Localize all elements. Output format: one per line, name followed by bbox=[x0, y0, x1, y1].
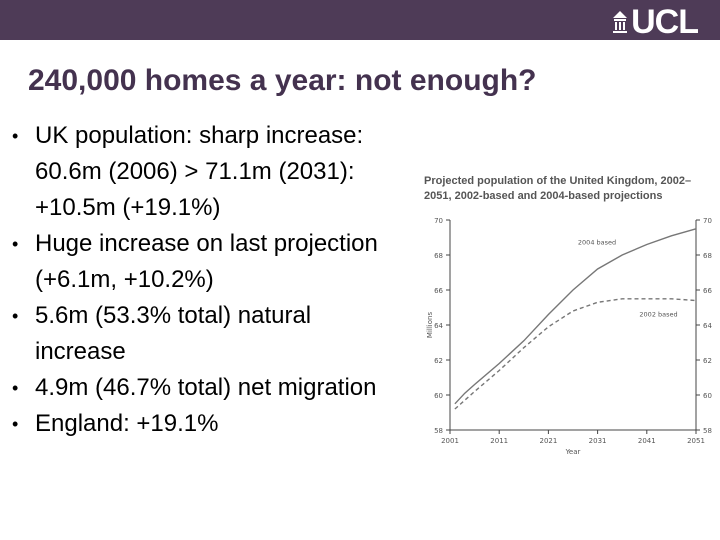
y-axis-label: Millions bbox=[426, 311, 434, 339]
population-chart-figure bbox=[420, 174, 716, 474]
series-label-2002-based: 2002 based bbox=[639, 310, 678, 319]
bullet-dot: • bbox=[12, 306, 19, 326]
bullet-list bbox=[10, 118, 400, 442]
y-tick-label-right: 64 bbox=[703, 322, 712, 330]
y-tick-label: 64 bbox=[434, 322, 443, 330]
x-axis-label: Year bbox=[565, 448, 581, 456]
bullet-text: 4.9m (46.7% total) net migration bbox=[35, 374, 377, 401]
x-tick-label: 2011 bbox=[490, 437, 509, 445]
bullet-dot: • bbox=[12, 234, 19, 254]
bullet-text: Huge increase on last projection (+6.1m, +10.2%) bbox=[35, 230, 378, 293]
bullet-dot: • bbox=[12, 378, 19, 398]
y-tick-label: 62 bbox=[434, 357, 443, 365]
ucl-logo bbox=[612, 4, 698, 40]
series-label-2004-based: 2004 based bbox=[577, 238, 617, 247]
bullet-dot: • bbox=[12, 126, 19, 146]
bullet-item bbox=[10, 118, 400, 226]
x-tick-label: 2051 bbox=[687, 437, 705, 445]
y-tick-label: 68 bbox=[434, 252, 443, 260]
portico-icon bbox=[612, 9, 628, 35]
y-tick-label-right: 68 bbox=[703, 252, 712, 260]
bullet-item bbox=[10, 406, 400, 442]
y-tick-label-right: 60 bbox=[703, 392, 712, 400]
bullet-dot: • bbox=[12, 414, 19, 434]
logo-text: UCL bbox=[631, 3, 698, 41]
y-tick-label-right: 66 bbox=[703, 287, 712, 295]
bullet-item bbox=[10, 298, 400, 370]
x-tick-label: 2001 bbox=[441, 437, 459, 445]
bullet-text: 5.6m (53.3% total) natural increase bbox=[35, 302, 312, 365]
population-chart bbox=[420, 210, 716, 480]
x-tick-label: 2031 bbox=[588, 437, 607, 445]
y-tick-label: 58 bbox=[434, 427, 443, 435]
y-tick-label-right: 58 bbox=[703, 427, 712, 435]
bullet-text: England: +19.1% bbox=[35, 410, 219, 437]
bullet-item bbox=[10, 226, 400, 298]
chart-title: Projected population of the United Kingdom, 2002–2051, 2002-based and 2004-based projections bbox=[424, 175, 692, 202]
y-tick-label: 70 bbox=[434, 217, 443, 225]
bullet-text: UK population: sharp increase: 60.6m (2006) > 71.1m (2031): +10.5m (+19.1%) bbox=[35, 122, 364, 221]
x-tick-label: 2021 bbox=[539, 437, 558, 445]
bullet-item bbox=[10, 370, 400, 406]
y-tick-label-right: 62 bbox=[703, 357, 712, 365]
y-tick-label: 66 bbox=[434, 287, 443, 295]
slide-title: 240,000 homes a year: not enough? bbox=[28, 64, 537, 97]
x-tick-label: 2041 bbox=[637, 437, 656, 445]
y-tick-label-right: 70 bbox=[703, 217, 712, 225]
header-bar bbox=[0, 0, 720, 40]
y-tick-label: 60 bbox=[434, 392, 443, 400]
